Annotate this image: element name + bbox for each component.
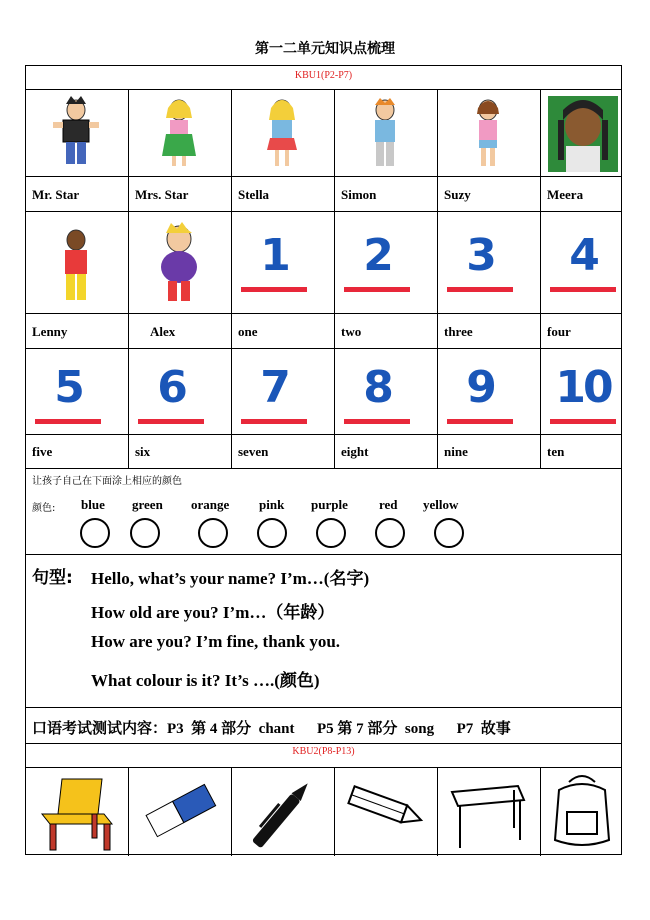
- number-card: 4: [548, 226, 618, 296]
- chair-icon: [32, 774, 122, 852]
- character-label: Lenny: [32, 324, 68, 339]
- number-word: four: [547, 324, 571, 339]
- color-instruction: 让孩子自己在下面涂上相应的颜色: [32, 476, 182, 487]
- character-label: Mr. Star: [32, 187, 80, 202]
- number-card: 10: [548, 358, 618, 428]
- number-word: seven: [238, 444, 269, 459]
- character-label: Alex: [150, 324, 176, 339]
- unit2-header: KBU2(P8-P13): [292, 746, 355, 757]
- color-circle[interactable]: [375, 518, 405, 548]
- color-word: red: [379, 497, 398, 512]
- number-card: 2: [342, 226, 412, 296]
- number-card: 6: [136, 358, 206, 428]
- sentence-label: 句型:: [32, 568, 73, 588]
- number-word: five: [32, 444, 53, 459]
- mr-star-picture: [41, 96, 111, 171]
- number-card: 9: [445, 358, 515, 428]
- color-circle[interactable]: [316, 518, 346, 548]
- number-card: 1: [239, 226, 309, 296]
- page-title: 第一二单元知识点梳理: [255, 41, 395, 57]
- color-circle[interactable]: [198, 518, 228, 548]
- number-word: one: [238, 324, 258, 339]
- unit1-header: KBU1(P2-P7): [294, 70, 353, 81]
- meera-picture: [548, 96, 618, 172]
- pencil-icon: [341, 778, 429, 838]
- table-icon: [444, 774, 532, 852]
- eraser-icon: [138, 781, 223, 841]
- pen-icon: [238, 774, 326, 854]
- color-word: green: [132, 497, 163, 512]
- lenny-picture: [41, 226, 111, 306]
- color-word: yellow: [423, 497, 459, 512]
- bag-icon: [547, 770, 617, 854]
- color-word: blue: [81, 497, 105, 512]
- character-label: Suzy: [444, 187, 471, 202]
- mrs-star-picture: [144, 96, 214, 171]
- color-word: orange: [191, 497, 230, 512]
- alex-picture: [144, 221, 214, 306]
- number-word: nine: [444, 444, 468, 459]
- number-card: 8: [342, 358, 412, 428]
- character-label: Meera: [547, 187, 584, 202]
- color-circle[interactable]: [257, 518, 287, 548]
- sentence: Hello, what’s your name? I’m…(名字): [91, 569, 370, 588]
- number-word: six: [135, 444, 151, 459]
- stella-picture: [247, 96, 317, 171]
- simon-picture: [350, 96, 420, 171]
- number-card: 7: [239, 358, 309, 428]
- sentence: What colour is it? It’s ….(颜色): [91, 671, 320, 690]
- character-label: Simon: [341, 187, 377, 202]
- number-word: two: [341, 324, 362, 339]
- sentence: How are you? I’m fine, thank you.: [91, 632, 341, 651]
- oral-exam-content: 口语考试测试内容：P3 第 4 部分 chant P5 第 7 部分 song P7 故事: [32, 721, 511, 737]
- character-label: Stella: [238, 187, 270, 202]
- character-label: Mrs. Star: [135, 187, 189, 202]
- color-circle[interactable]: [80, 518, 110, 548]
- color-circle[interactable]: [130, 518, 160, 548]
- number-word: ten: [547, 444, 565, 459]
- sentence: How old are you? I’m…（年龄）: [91, 603, 335, 622]
- number-word: three: [444, 324, 473, 339]
- suzy-picture: [453, 96, 523, 171]
- number-word: eight: [341, 444, 369, 459]
- number-card: 5: [33, 358, 103, 428]
- color-label: 颜色:: [32, 503, 56, 514]
- color-word: pink: [259, 497, 285, 512]
- color-circle[interactable]: [434, 518, 464, 548]
- color-word: purple: [311, 497, 348, 512]
- knowledge-table: [25, 65, 622, 855]
- number-card: 3: [445, 226, 515, 296]
